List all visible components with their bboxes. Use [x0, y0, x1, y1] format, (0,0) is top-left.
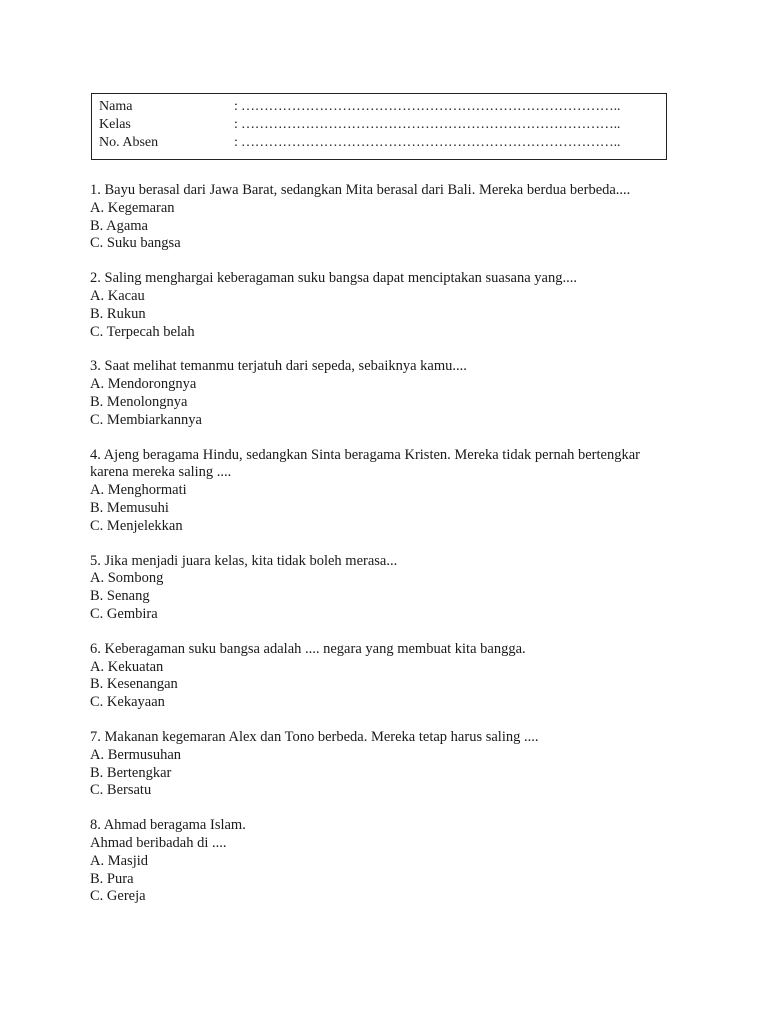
identity-fill-line: : ……………………………………………………………………….. [234, 135, 621, 150]
answer-option: A. Masjid [90, 852, 148, 869]
answer-option: B. Rukun [90, 305, 146, 322]
question-item [90, 729, 690, 800]
question-text: 7. Makanan kegemaran Alex dan Tono berbeda. Mereka tetap harus saling .... [90, 728, 539, 745]
identity-row-class [92, 116, 666, 134]
answer-option: B. Kesenangan [90, 676, 178, 693]
student-identity-box [91, 93, 667, 160]
question-text-continuation: Ahmad beribadah di .... [90, 834, 227, 851]
answer-option: A. Kekuatan [90, 658, 164, 675]
answer-option: C. Membiarkannya [90, 411, 202, 428]
question-text: 6. Keberagaman suku bangsa adalah .... negara yang membuat kita bangga. [90, 640, 526, 657]
answer-option: C. Bersatu [90, 782, 152, 799]
identity-fill-line: : ……………………………………………………………………….. [234, 117, 621, 132]
answer-option: C. Gembira [90, 605, 158, 622]
answer-option: C. Suku bangsa [90, 235, 181, 252]
question-item [90, 447, 690, 536]
question-text: 3. Saat melihat temanmu terjatuh dari sepeda, sebaiknya kamu.... [90, 358, 467, 375]
question-item [90, 817, 690, 906]
answer-option: A. Sombong [90, 570, 164, 587]
identity-label: Nama [99, 99, 133, 114]
question-text: 8. Ahmad beragama Islam. [90, 817, 246, 834]
question-text: 5. Jika menjadi juara kelas, kita tidak boleh merasa... [90, 552, 398, 569]
question-list [90, 182, 690, 906]
identity-row-name [92, 98, 666, 116]
question-text: 2. Saling menghargai keberagaman suku bangsa dapat menciptakan suasana yang.... [90, 270, 577, 287]
question-text: 4. Ajeng beragama Hindu, sedangkan Sinta beragama Kristen. Mereka tidak pernah bertengkar [90, 446, 640, 463]
answer-option: B. Memusuhi [90, 499, 169, 516]
answer-option: A. Menghormati [90, 482, 187, 499]
answer-option: A. Mendorongnya [90, 376, 197, 393]
answer-option: B. Bertengkar [90, 764, 172, 781]
identity-fill-line: : ……………………………………………………………………….. [234, 99, 621, 114]
answer-option: C. Gereja [90, 888, 146, 905]
question-item [90, 358, 690, 429]
answer-option: B. Menolongnya [90, 393, 188, 410]
answer-option: C. Kekayaan [90, 694, 165, 711]
question-item [90, 182, 690, 253]
identity-row-attendance-number [92, 134, 666, 152]
question-text-continuation: karena mereka saling .... [90, 464, 232, 481]
answer-option: B. Senang [90, 588, 150, 605]
answer-option: B. Agama [90, 217, 148, 234]
question-item [90, 641, 690, 712]
question-item [90, 553, 690, 624]
answer-option: C. Terpecah belah [90, 323, 195, 340]
question-text: 1. Bayu berasal dari Jawa Barat, sedangkan Mita berasal dari Bali. Mereka berdua berbeda.... [90, 182, 631, 198]
question-item [90, 270, 690, 341]
answer-option: A. Kacau [90, 287, 145, 304]
identity-label: No. Absen [99, 135, 159, 150]
identity-label: Kelas [99, 117, 131, 132]
answer-option: B. Pura [90, 870, 134, 887]
answer-option: C. Menjelekkan [90, 517, 183, 534]
answer-option: A. Kegemaran [90, 199, 175, 216]
answer-option: A. Bermusuhan [90, 746, 182, 763]
